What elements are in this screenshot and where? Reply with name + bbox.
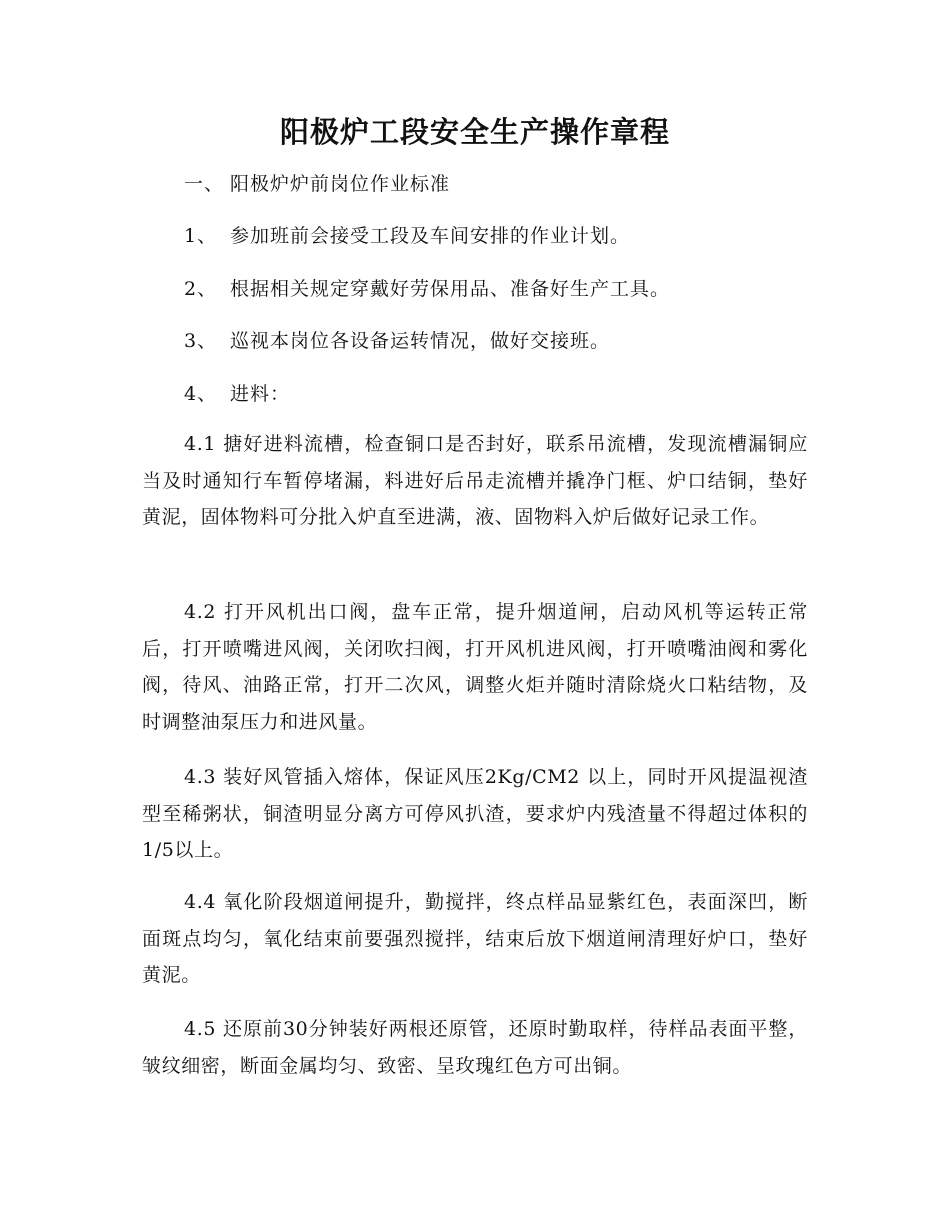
step-item — [184, 222, 630, 250]
step-text: 根据相关规定穿戴好劳保用品、准备好生产工具。 — [230, 278, 671, 300]
step-text: 进料： — [230, 383, 291, 405]
step-item — [184, 380, 290, 408]
step-item — [184, 275, 670, 303]
paragraph-4-5: 4.5 还原前30分钟装好两根还原管，还原时勤取样，待样品表面平整，皱纹细密，断面金属均匀、致密、呈玫瑰红色方可出铜。 — [142, 1018, 808, 1077]
paragraph-4-2: 4.2 打开风机出口阀，盘车正常，提升烟道闸，启动风机等运转正常后，打开喷嘴进风阀，关闭吹扫阀，打开风机进风阀，打开喷嘴油阀和雾化阀，待风、油路正常，打开二次风，调整火炬并随时清除烧火口粘结物，及时调整油泵压力和进风量。 — [142, 601, 808, 733]
section-heading-text: 阳极炉炉前岗位作业标准 — [230, 173, 451, 195]
step-item — [184, 327, 610, 355]
paragraph-4-3: 4.3 装好风管插入熔体，保证风压2Kg/CM2 以上，同时开风提温视渣型至稀粥状，铜渣明显分离方可停风扒渣，要求炉内残渣量不得超过体积的1/5以上。 — [142, 766, 808, 861]
step-text: 巡视本岗位各设备运转情况，做好交接班。 — [230, 330, 611, 352]
document-title: 阳极炉工段安全生产操作章程 — [279, 115, 670, 149]
step-number: 1、 — [184, 225, 218, 247]
paragraph-4-4: 4.4 氧化阶段烟道闸提升，勤搅拌，终点样品显紫红色，表面深凹，断面斑点均匀，氧化结束前要强烈搅拌，结束后放下烟道闸清理好炉口，垫好黄泥。 — [142, 891, 808, 986]
paragraph-4-1: 4.1 搪好进料流槽，检查铜口是否封好，联系吊流槽，发现流槽漏铜应当及时通知行车暂停堵漏，料进好后吊走流槽并撬净门框、炉口结铜，垫好黄泥，固体物料可分批入炉直至进满，液、固物料入炉后做好记录工作。 — [142, 433, 808, 528]
step-text: 参加班前会接受工段及车间安排的作业计划。 — [230, 225, 631, 247]
section-number: 一、 — [184, 173, 225, 195]
section-heading — [184, 170, 450, 198]
step-number: 2、 — [184, 278, 218, 300]
step-number: 3、 — [184, 330, 218, 352]
step-number: 4、 — [184, 383, 218, 405]
